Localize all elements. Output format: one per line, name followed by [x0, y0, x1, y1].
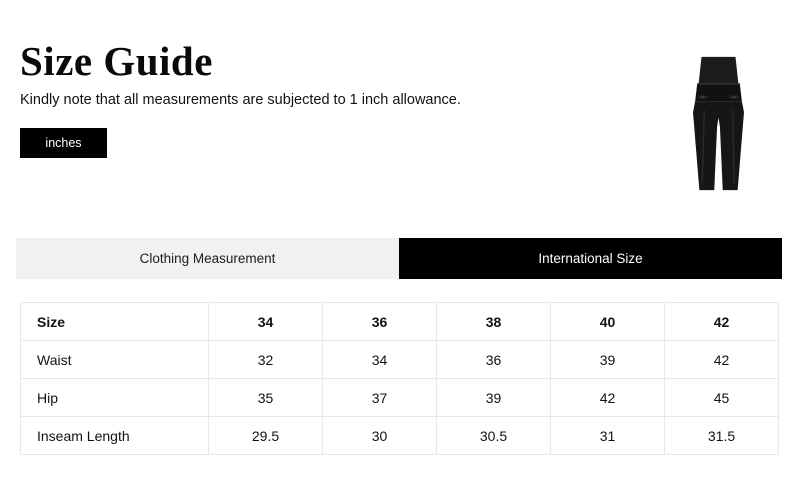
value-cell: 37: [323, 379, 437, 417]
table-row-inseam-length: [21, 417, 779, 455]
tab-clothing-measurement-label: Clothing Measurement: [139, 251, 276, 266]
size-guide-tabs: [16, 238, 782, 279]
value-cell: 39: [437, 379, 551, 417]
size-table: [20, 302, 779, 455]
value-cell: 32: [209, 341, 323, 379]
size-value-cell: 38: [437, 303, 551, 341]
table-row-waist: [21, 341, 779, 379]
size-value-cell: 34: [209, 303, 323, 341]
value-cell: 45: [665, 379, 779, 417]
row-label-cell: Size: [21, 303, 209, 341]
size-value-cell: 40: [551, 303, 665, 341]
tab-international-size-label: International Size: [538, 251, 643, 266]
table-row-hip: [21, 379, 779, 417]
allowance-note: Kindly note that all measurements are subjected to 1 inch allowance.: [20, 92, 461, 108]
value-cell: 29.5: [209, 417, 323, 455]
unit-inches-button[interactable]: inches: [20, 128, 107, 158]
value-cell: 36: [437, 341, 551, 379]
row-label-cell: Hip: [21, 379, 209, 417]
value-cell: 31: [551, 417, 665, 455]
page-title: Size Guide: [20, 38, 213, 84]
row-label-cell: Inseam Length: [21, 417, 209, 455]
value-cell: 30.5: [437, 417, 551, 455]
value-cell: 42: [551, 379, 665, 417]
value-cell: 34: [323, 341, 437, 379]
tab-clothing-measurement[interactable]: [16, 238, 399, 279]
value-cell: 35: [209, 379, 323, 417]
table-header-row: [21, 303, 779, 341]
value-cell: 31.5: [665, 417, 779, 455]
tab-international-size[interactable]: [399, 238, 782, 279]
row-label-cell: Waist: [21, 341, 209, 379]
value-cell: 30: [323, 417, 437, 455]
pants-image: [676, 56, 761, 192]
size-value-cell: 36: [323, 303, 437, 341]
value-cell: 42: [665, 341, 779, 379]
size-value-cell: 42: [665, 303, 779, 341]
value-cell: 39: [551, 341, 665, 379]
